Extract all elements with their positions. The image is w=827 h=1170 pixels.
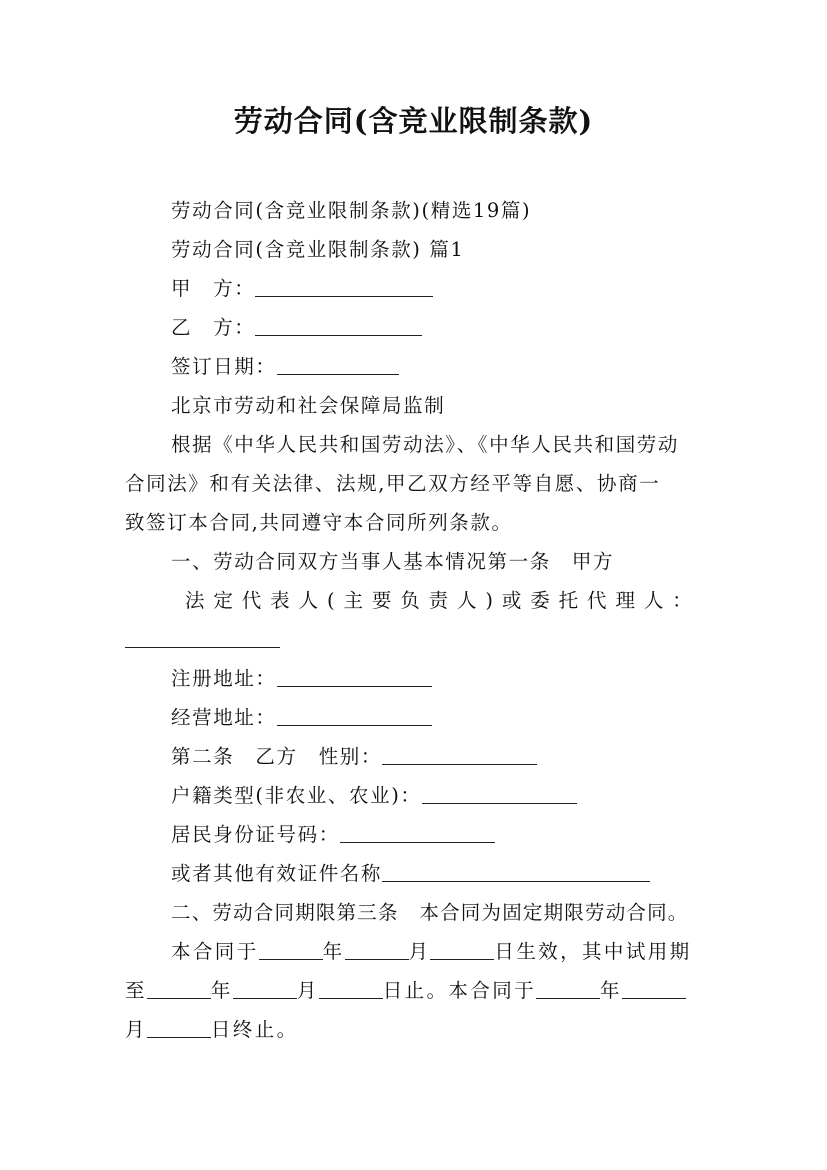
party-b-label: 乙 方： (171, 316, 256, 339)
legal-rep-char: 法 (185, 589, 205, 612)
term-line-1 (171, 938, 692, 966)
party-b-blank (255, 315, 422, 336)
sign-date-row (171, 353, 399, 381)
household-label: 户籍类型(非农业、农业)： (171, 784, 422, 807)
party-a-blank (255, 276, 433, 297)
day-blank (430, 939, 494, 960)
term-text: 日生效，其中试用期 (494, 940, 692, 963)
legal-rep-char: ( (326, 589, 335, 612)
term-text: 月 (125, 1018, 147, 1041)
term-text: 年 (210, 979, 233, 1002)
intro-line-3: 致签订本合同,共同遵守本合同所列条款。 (125, 511, 513, 534)
legal-rep-char: 人 (298, 589, 319, 612)
supervisor-text: 北京市劳动和社会保障局监制 (171, 394, 446, 417)
subtitle: 劳动合同(含竞业限制条款)(精选19篇) (171, 199, 532, 222)
legal-rep-char: 理 (615, 589, 635, 612)
term-text: 日止。本合同于 (382, 979, 537, 1002)
term-text: 年 (600, 979, 622, 1002)
legal-rep-char: 定 (213, 589, 233, 612)
biz-address-blank (277, 705, 432, 726)
sign-date-blank (277, 354, 399, 375)
other-id-row (171, 860, 650, 888)
year-blank (259, 939, 323, 960)
legal-rep-char: 委 (530, 589, 550, 612)
gender-blank (382, 744, 537, 765)
intro-line-1: 根据《中华人民共和国劳动法》、《中华人民共和国劳动 (171, 433, 680, 456)
id-row (171, 821, 495, 849)
legal-rep-label (185, 587, 692, 615)
legal-rep-char: 主 (343, 589, 363, 612)
year-blank (147, 978, 211, 999)
biz-address-row (171, 704, 432, 732)
biz-address-label: 经营地址： (171, 706, 277, 729)
other-id-blank (382, 861, 650, 882)
reg-address-label: 注册地址： (171, 667, 277, 690)
legal-rep-char: 要 (371, 589, 392, 612)
clause-1-heading: 一、劳动合同双方当事人基本情况第一条 甲方 (171, 550, 615, 573)
term-text: 至 (125, 979, 147, 1002)
party-a-label: 甲 方： (171, 277, 256, 300)
legal-rep-char: 人 (457, 589, 477, 612)
article-2-row (171, 743, 537, 771)
article-2-label: 第二条 乙方 性别： (171, 745, 383, 768)
legal-rep-char: 代 (587, 589, 607, 612)
term-text: 日终止。 (210, 1018, 299, 1041)
legal-rep-char: 人 (643, 589, 664, 612)
legal-rep-row (125, 626, 280, 654)
legal-rep-char: 或 (501, 589, 522, 612)
reg-address-blank (277, 666, 432, 687)
household-row (171, 782, 577, 810)
household-blank (422, 783, 577, 804)
section-heading: 劳动合同(含竞业限制条款) 篇1 (171, 238, 465, 261)
legal-rep-char: 代 (241, 589, 262, 612)
legal-rep-char: ： (672, 589, 692, 612)
intro-line-2: 合同法》和有关法律、法规,甲乙双方经平等自愿、协商一 (125, 472, 661, 495)
year-blank (536, 978, 600, 999)
id-label: 居民身份证号码： (171, 823, 340, 846)
document-title: 劳动合同(含竞业限制条款) (233, 104, 594, 138)
month-blank (345, 939, 409, 960)
sign-date-label: 签订日期： (171, 355, 277, 378)
other-id-label: 或者其他有效证件名称 (171, 862, 383, 885)
reg-address-row (171, 665, 432, 693)
id-blank (340, 822, 495, 843)
legal-rep-char: 托 (558, 589, 579, 612)
party-a-row (171, 275, 433, 303)
day-blank (147, 1017, 211, 1038)
term-line-3 (125, 1016, 299, 1044)
legal-rep-char: 责 (428, 589, 449, 612)
clause-2-heading: 二、劳动合同期限第三条 本合同为固定期限劳动合同。 (171, 901, 689, 924)
party-b-row (171, 314, 422, 342)
term-text: 本合同于 (171, 940, 259, 963)
term-text: 月 (296, 979, 319, 1002)
legal-rep-char: 表 (270, 589, 290, 612)
legal-rep-char: 负 (400, 589, 420, 612)
month-blank (622, 978, 686, 999)
term-text: 年 (322, 940, 345, 963)
day-blank (319, 978, 383, 999)
term-line-2 (125, 977, 686, 1005)
month-blank (233, 978, 297, 999)
legal-rep-char: ) (485, 589, 493, 612)
legal-rep-blank (125, 627, 280, 648)
term-text: 月 (408, 940, 431, 963)
